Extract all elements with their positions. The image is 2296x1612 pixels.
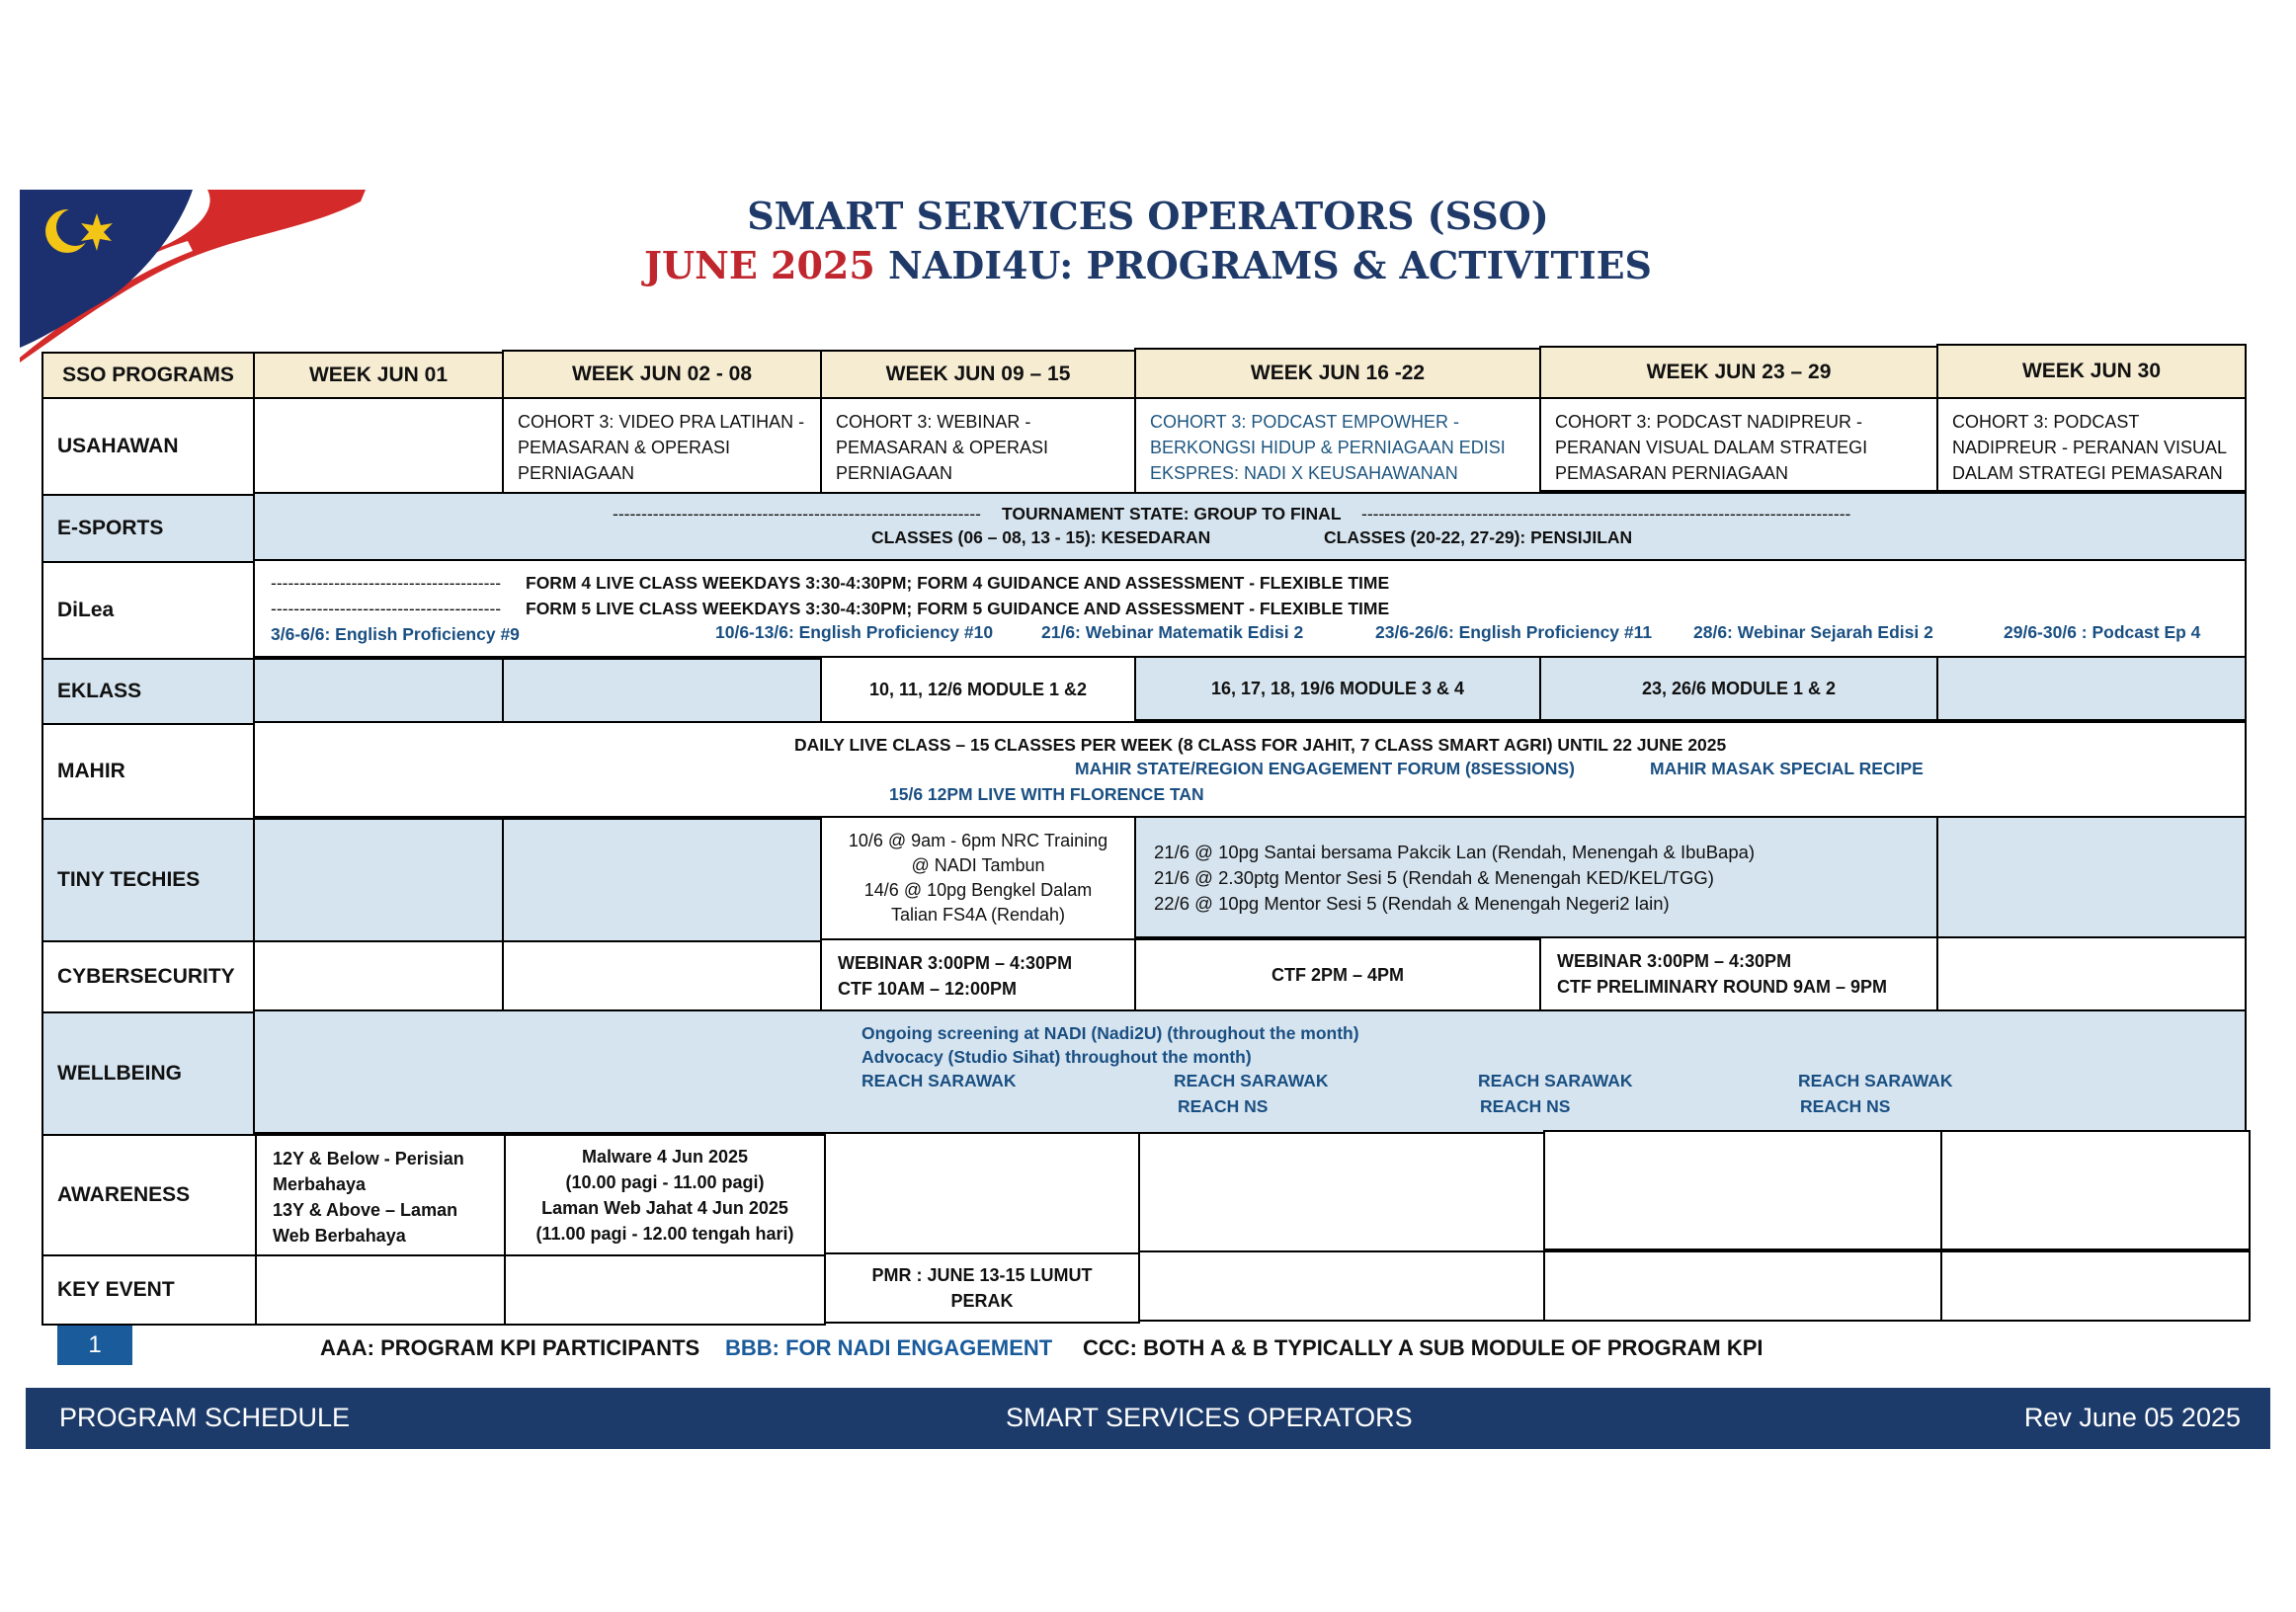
- usahawan-week6: COHORT 3: PODCAST NADIPREUR - PERANAN VISUAL DALAM STRATEGI PEMASARAN: [1936, 397, 2247, 492]
- keyevent-week6: [1940, 1250, 2251, 1322]
- awareness-week4: [1138, 1132, 1545, 1252]
- row-label-usahawan: USAHAWAN: [41, 397, 255, 496]
- awareness-w2-line: Malware 4 Jun 2025: [581, 1147, 749, 1167]
- wellbeing-reach: REACH SARAWAK: [1798, 1071, 1953, 1090]
- awareness-w1-line: Merbahaya: [273, 1174, 367, 1194]
- dilea-row: [253, 559, 2247, 658]
- cyber-week1: [253, 940, 504, 1013]
- keyevent-week3: [824, 1252, 1140, 1324]
- tiny-w3-line: @ NADI Tambun: [911, 855, 1045, 875]
- cyber-w3-line: CTF 10AM – 12:00PM: [838, 979, 1018, 999]
- dilea-item: 3/6-6/6: English Proficiency #9: [271, 624, 520, 644]
- keyevent-w3-line: PMR : JUNE 13-15 LUMUT: [871, 1265, 1093, 1285]
- usahawan-week5: COHORT 3: PODCAST NADIPREUR - PERANAN VISUAL DALAM STRATEGI PEMASARAN PERNIAGAAN: [1539, 397, 1938, 492]
- tiny-w45-line: 22/6 @ 10pg Mentor Sesi 5 (Rendah & Menengah Negeri2 lain): [1154, 893, 1670, 914]
- awareness-week5: [1543, 1130, 1942, 1250]
- header-week-jun-30: WEEK JUN 30: [1936, 344, 2247, 399]
- header-week-jun-01: WEEK JUN 01: [253, 352, 504, 399]
- wellbeing-row: [253, 1009, 2247, 1134]
- row-label-dilea: DiLea: [41, 561, 255, 660]
- usahawan-week3: COHORT 3: WEBINAR - PEMASARAN & OPERASI PERNIAGAAN: [820, 397, 1136, 496]
- page-subtitle: [0, 243, 2296, 287]
- awareness-w1-line: 12Y & Below - Perisian: [273, 1149, 464, 1169]
- keyevent-week1: [255, 1254, 506, 1326]
- cyber-w5-line: WEBINAR 3:00PM – 4:30PM: [1557, 951, 1792, 971]
- tiny-week4-5: [1134, 816, 1938, 938]
- usahawan-week1: [253, 397, 504, 496]
- eklass-week6: [1936, 656, 2247, 721]
- footer-center: SMART SERVICES OPERATORS: [1006, 1403, 1413, 1432]
- cyber-w3-line: WEBINAR 3:00PM – 4:30PM: [838, 953, 1073, 973]
- tiny-week6: [1936, 816, 2247, 938]
- eklass-week1: [253, 658, 504, 723]
- row-label-esports: E-SPORTS: [41, 494, 255, 563]
- dilea-form4: FORM 4 LIVE CLASS WEEKDAYS 3:30-4:30PM; FORM 4 GUIDANCE AND ASSESSMENT - FLEXIBLE TIME: [526, 573, 1390, 593]
- mahir-row: [253, 721, 2247, 818]
- header-week-jun-02-08: WEEK JUN 02 - 08: [502, 350, 822, 399]
- wellbeing-reach: REACH NS: [1800, 1096, 1891, 1116]
- tiny-w3-line: 14/6 @ 10pg Bengkel Dalam: [863, 880, 1093, 900]
- legend-ccc: CCC: BOTH A & B TYPICALLY A SUB MODULE OF PROGRAM KPI: [1083, 1335, 1763, 1360]
- header-week-jun-16-22: WEEK JUN 16 -22: [1134, 348, 1541, 399]
- subtitle-rest: NADI4U: PROGRAMS & ACTIVITIES: [874, 243, 1652, 287]
- footer-right: Rev June 05 2025: [2023, 1403, 2241, 1432]
- wellbeing-reach: REACH SARAWAK: [861, 1071, 1017, 1090]
- awareness-week2: [504, 1134, 826, 1256]
- page-title: SMART SERVICES OPERATORS (SSO): [747, 194, 1549, 238]
- cyber-week2: [502, 940, 822, 1013]
- dilea-item: 28/6: Webinar Sejarah Edisi 2: [1693, 622, 1933, 642]
- row-label-wellbeing: WELLBEING: [41, 1011, 255, 1136]
- dilea-item: 23/6-26/6: English Proficiency #11: [1375, 622, 1653, 642]
- awareness-w2-line: (11.00 pagi - 12.00 tengah hari): [535, 1224, 794, 1244]
- mahir-daily-live: DAILY LIVE CLASS – 15 CLASSES PER WEEK (8 CLASS FOR JAHIT, 7 CLASS SMART AGRI) UNTIL 22 JUNE 2025: [794, 735, 1727, 755]
- row-label-awareness: AWARENESS: [41, 1134, 257, 1256]
- row-label-eklass: EKLASS: [41, 658, 255, 725]
- cyber-week5: [1539, 936, 1938, 1011]
- row-label-tiny-techies: TINY TECHIES: [41, 818, 255, 942]
- eklass-week5: 23, 26/6 MODULE 1 & 2: [1539, 656, 1938, 721]
- row-label-mahir: MAHIR: [41, 723, 255, 820]
- header-sso-programs: SSO PROGRAMS: [41, 352, 255, 399]
- esports-dash-left: ----------------------------------------------------------------: [613, 504, 981, 524]
- wellbeing-screening: Ongoing screening at NADI (Nadi2U) (throughout the month): [861, 1023, 1359, 1043]
- eklass-week4: 16, 17, 18, 19/6 MODULE 3 & 4: [1134, 656, 1541, 721]
- dilea-item: 21/6: Webinar Matematik Edisi 2: [1041, 622, 1304, 642]
- legend-aaa: AAA: PROGRAM KPI PARTICIPANTS: [320, 1335, 700, 1360]
- dilea-dash-a: ----------------------------------------: [271, 573, 502, 593]
- subtitle-month: JUNE 2025: [643, 243, 875, 287]
- awareness-w2-line: Laman Web Jahat 4 Jun 2025: [541, 1198, 788, 1218]
- awareness-w2-line: (10.00 pagi - 11.00 pagi): [565, 1172, 765, 1192]
- keyevent-week4: [1138, 1250, 1545, 1322]
- keyevent-week5: [1543, 1250, 1942, 1322]
- wellbeing-reach: REACH NS: [1178, 1096, 1269, 1116]
- cyber-week3: [820, 938, 1136, 1013]
- esports-row: [253, 492, 2247, 561]
- header-week-jun-23-29: WEEK JUN 23 – 29: [1539, 346, 1938, 399]
- keyevent-week2: [504, 1254, 826, 1326]
- legend-bbb: BBB: FOR NADI ENGAGEMENT: [725, 1335, 1053, 1360]
- cyber-week6: [1936, 936, 2247, 1011]
- tiny-week3: [820, 816, 1136, 940]
- dilea-dash-b: ----------------------------------------: [271, 599, 502, 618]
- awareness-w1-line: Web Berbahaya: [273, 1226, 406, 1246]
- row-label-cybersecurity: CYBERSECURITY: [41, 940, 255, 1013]
- wellbeing-reach: REACH SARAWAK: [1174, 1071, 1329, 1090]
- awareness-w1-line: 13Y & Above – Laman: [273, 1200, 458, 1220]
- esports-classes-pensijilan: CLASSES (20-22, 27-29): PENSIJILAN: [1324, 527, 1633, 547]
- keyevent-w3-line: PERAK: [950, 1291, 1014, 1311]
- footer-left: PROGRAM SCHEDULE: [59, 1403, 351, 1432]
- page-number: 1: [57, 1326, 132, 1365]
- header-week-jun-09-15: WEEK JUN 09 – 15: [820, 350, 1136, 399]
- mahir-forum: MAHIR STATE/REGION ENGAGEMENT FORUM (8SESSIONS): [1075, 759, 1575, 778]
- tiny-w3-line: 10/6 @ 9am - 6pm NRC Training: [848, 831, 1108, 850]
- dilea-item: 10/6-13/6: English Proficiency #10: [715, 622, 994, 642]
- esports-tournament: TOURNAMENT STATE: GROUP TO FINAL: [1002, 504, 1342, 524]
- eklass-week3: 10, 11, 12/6 MODULE 1 &2: [820, 656, 1136, 723]
- awareness-week3: [824, 1132, 1140, 1254]
- usahawan-week2: COHORT 3: VIDEO PRA LATIHAN - PEMASARAN & OPERASI PERNIAGAAN: [502, 397, 822, 496]
- tiny-w45-line: 21/6 @ 2.30ptg Mentor Sesi 5 (Rendah & Menengah KED/KEL/TGG): [1154, 867, 1714, 888]
- tiny-w45-line: 21/6 @ 10pg Santai bersama Pakcik Lan (Rendah, Menengah & IbuBapa): [1154, 842, 1756, 862]
- usahawan-week4: COHORT 3: PODCAST EMPOWHER - BERKONGSI HIDUP & PERNIAGAAN EDISI EKSPRES: NADI X KEUSAHAWANAN: [1134, 397, 1541, 494]
- mahir-masak: MAHIR MASAK SPECIAL RECIPE: [1650, 759, 1924, 778]
- tiny-w3-line: Talian FS4A (Rendah): [890, 905, 1066, 925]
- esports-dash-right: -------------------------------------------------------------------------------------: [1361, 504, 1851, 524]
- eklass-week2: [502, 658, 822, 723]
- mahir-live-florence: 15/6 12PM LIVE WITH FLORENCE TAN: [889, 784, 1204, 804]
- dilea-form5: FORM 5 LIVE CLASS WEEKDAYS 3:30-4:30PM; FORM 5 GUIDANCE AND ASSESSMENT - FLEXIBLE TIME: [526, 599, 1390, 618]
- wellbeing-advocacy: Advocacy (Studio Sihat) throughout the month): [861, 1047, 1252, 1067]
- wellbeing-reach: REACH SARAWAK: [1478, 1071, 1633, 1090]
- dilea-item: 29/6-30/6 : Podcast Ep 4: [2004, 622, 2201, 642]
- tiny-week2: [502, 818, 822, 942]
- footer-bar: [26, 1388, 2270, 1449]
- awareness-week6: [1940, 1130, 2251, 1250]
- awareness-week1: [255, 1134, 506, 1256]
- cyber-w5-line: CTF PRELIMINARY ROUND 9AM – 9PM: [1557, 977, 1888, 997]
- wellbeing-reach: REACH NS: [1480, 1096, 1571, 1116]
- tiny-week1: [253, 818, 504, 942]
- esports-classes-kesedaran: CLASSES (06 – 08, 13 - 15): KESEDARAN: [871, 527, 1211, 547]
- row-label-key-event: KEY EVENT: [41, 1254, 257, 1326]
- cyber-week4: CTF 2PM – 4PM: [1134, 938, 1541, 1011]
